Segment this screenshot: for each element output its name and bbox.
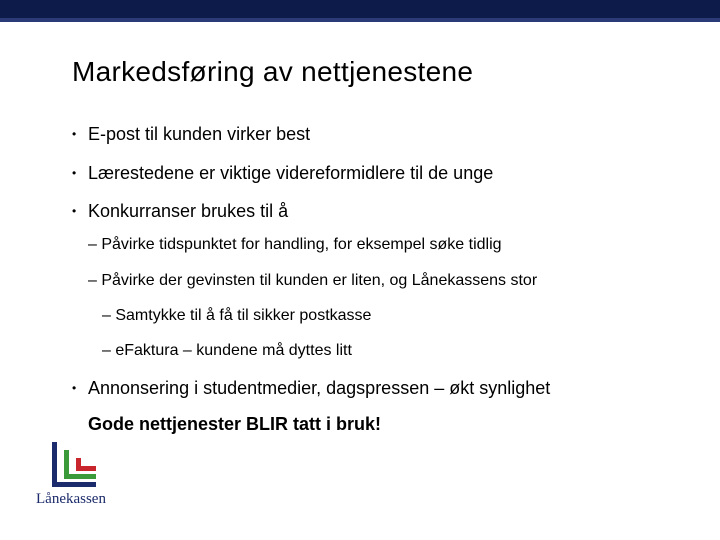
bullet-dot: • <box>72 381 77 395</box>
bullet-item <box>72 378 551 399</box>
bullet-dot: • <box>72 204 77 218</box>
sub-item: – Påvirke tidspunktet for handling, for eksempel søke tidlig <box>88 236 502 253</box>
logo-wordmark: Lånekassen <box>36 491 106 507</box>
sub-sub-item: – Samtykke til å få til sikker postkasse <box>102 307 372 324</box>
bullet-text: Konkurranser brukes til å <box>88 201 289 221</box>
bullet-text: Lærestedene er viktige videreformidlere til de unge <box>88 163 494 183</box>
bullet-dot: • <box>72 166 77 180</box>
bullet-text: E-post til kunden virker best <box>88 124 311 144</box>
bullet-item <box>72 163 494 184</box>
conclusion-text: Gode nettjenester BLIR tatt i bruk! <box>88 414 382 434</box>
bullet-dot: • <box>72 127 77 141</box>
top-banner <box>0 0 720 18</box>
slide-title: Markedsføring av nettjenestene <box>72 56 474 87</box>
bullet-item <box>72 124 311 145</box>
sub-item: – Påvirke der gevinsten til kunden er liten, og Lånekassens stor <box>88 272 538 289</box>
sub-sub-item: – eFaktura – kundene må dyttes litt <box>102 342 352 359</box>
bullet-text: Annonsering i studentmedier, dagspressen – økt synlighet <box>88 378 551 398</box>
bullet-item <box>72 201 289 222</box>
